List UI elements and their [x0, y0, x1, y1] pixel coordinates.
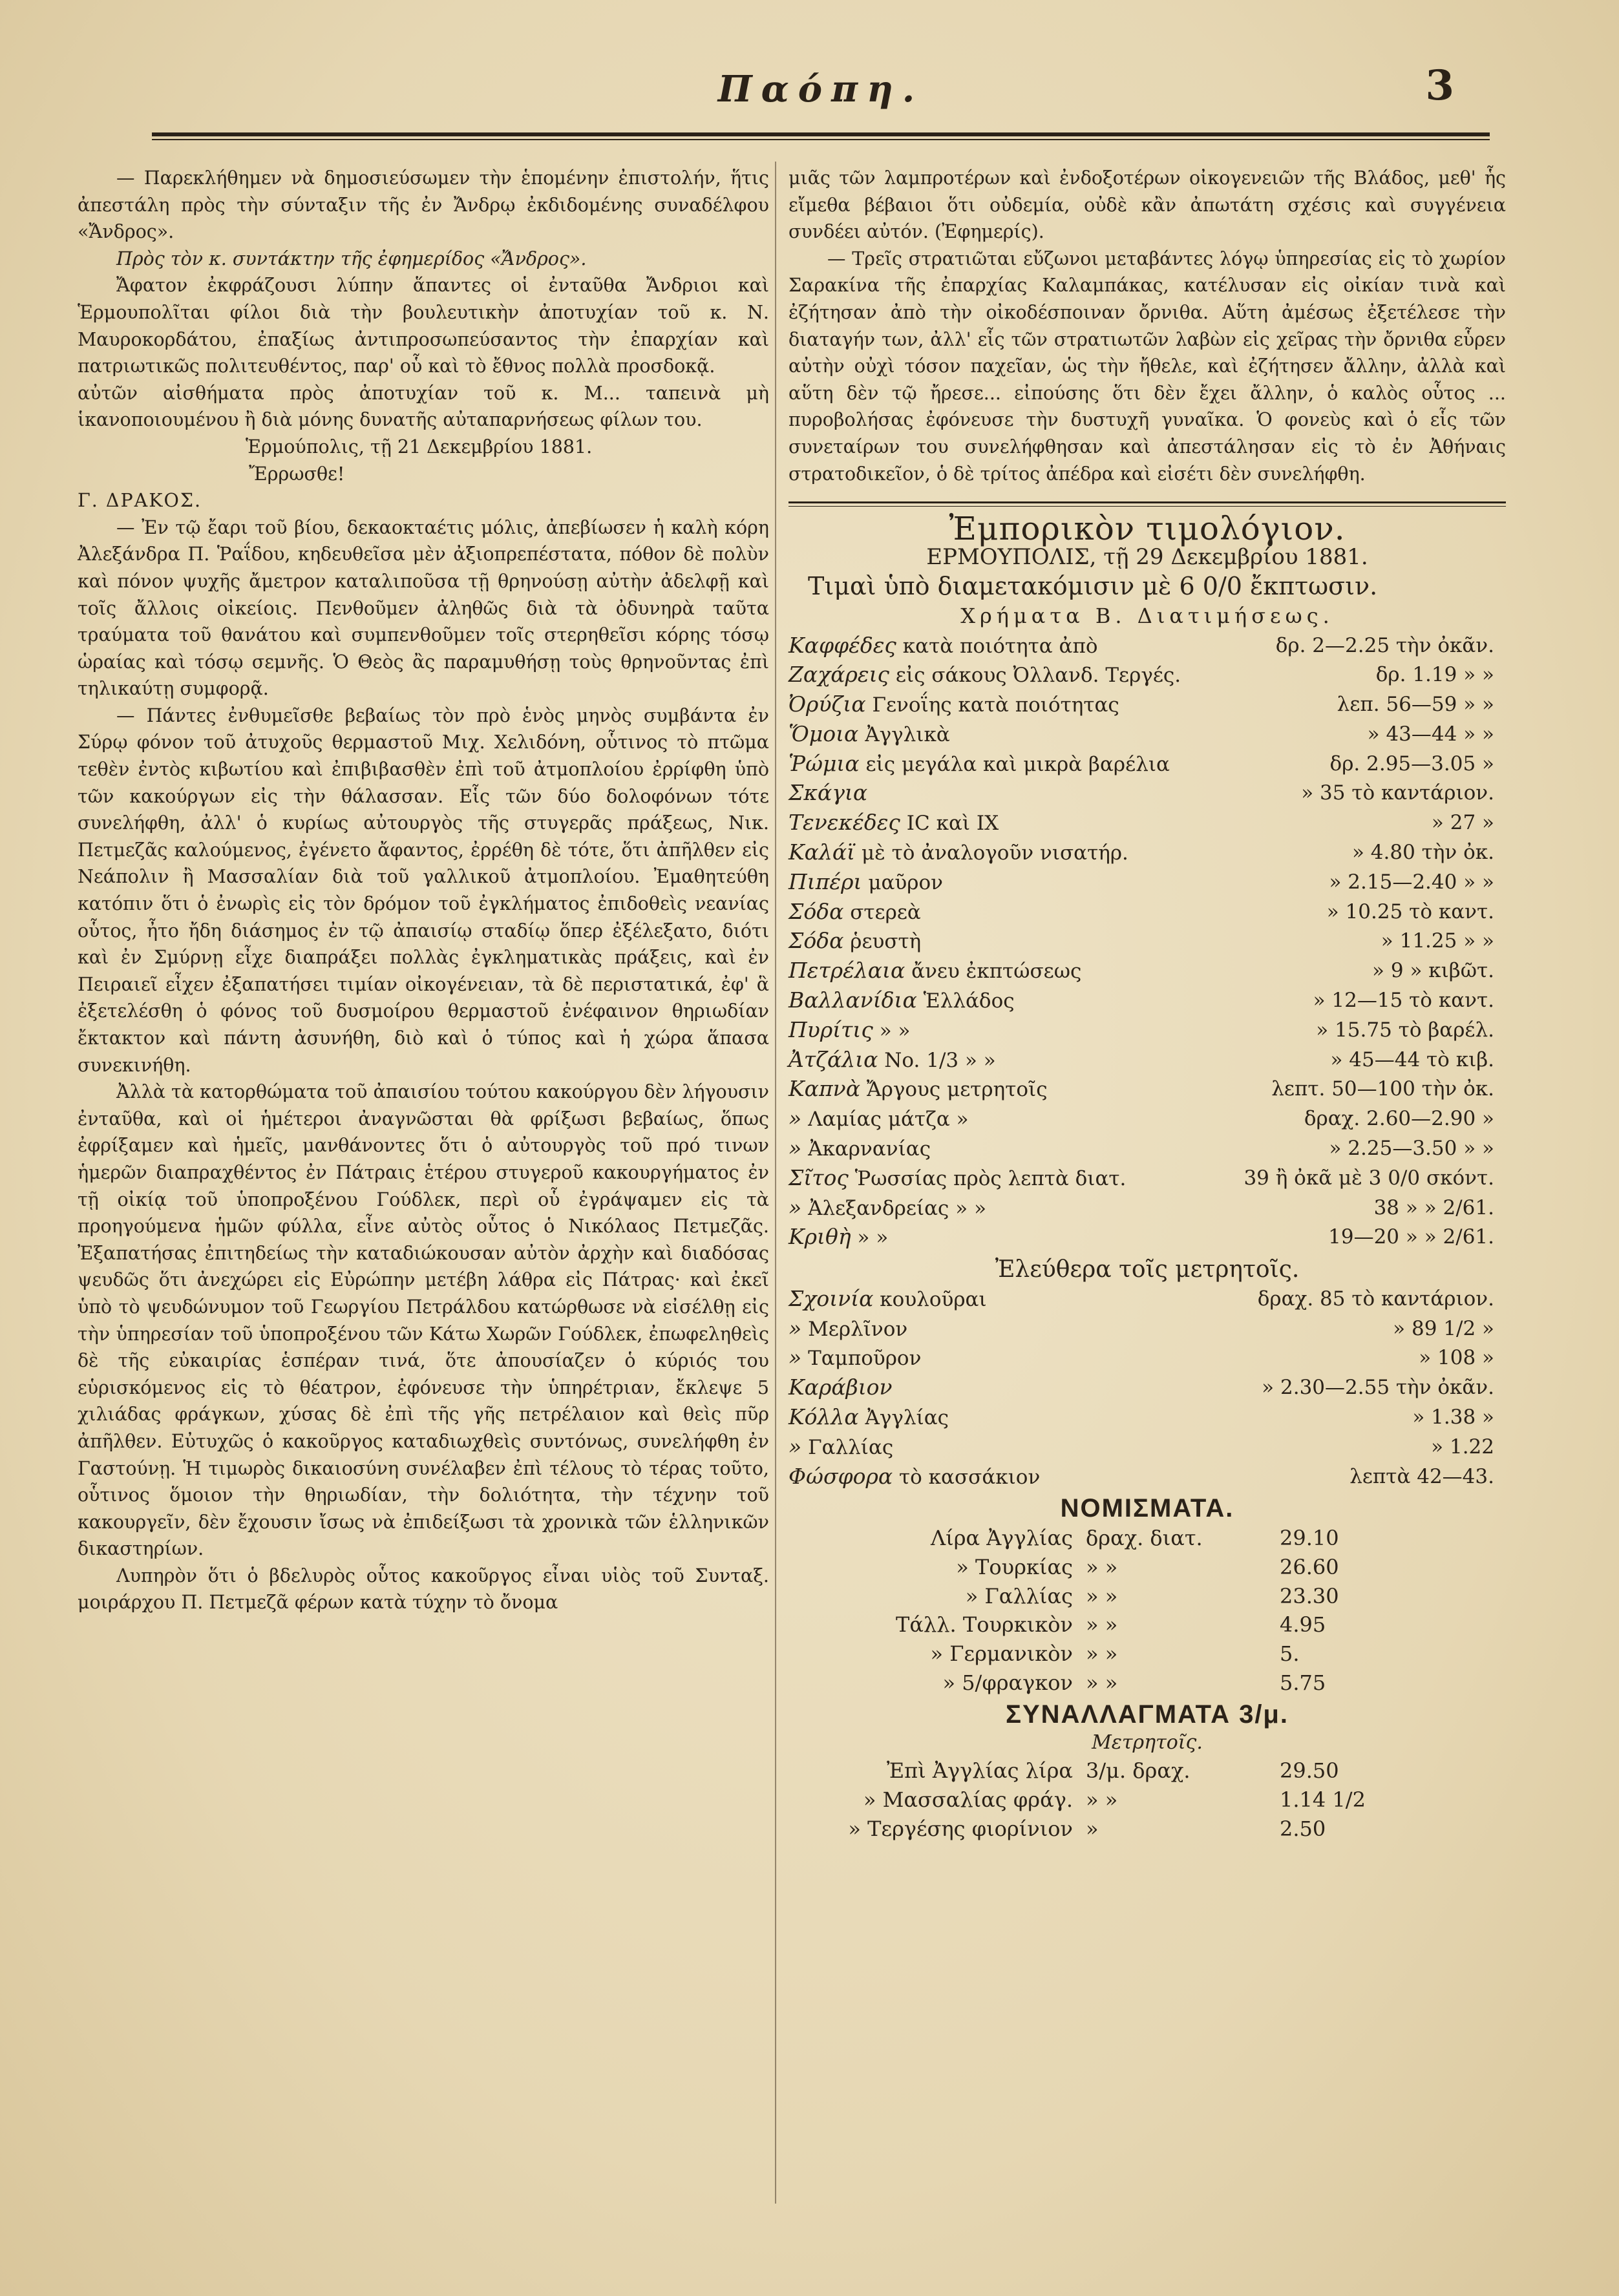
- commodity-quality: Γαλλίας: [808, 1435, 894, 1459]
- commodity-name: »: [788, 1135, 802, 1161]
- commodity-quality: Λαμίας μάτζα »: [808, 1108, 969, 1132]
- price-row: [788, 898, 1506, 927]
- continued-article: μιᾶς τῶν λαμπροτέρων καὶ ἐνδοξοτέρων οἰκογενειῶν τῆς Βλάδος, μεθ' ἧς εἴμεθα βέβαιοι ὅτι οὐδεμία, οὐδὲ κἂν ἀπωτάτη σχέσις καὶ συγγένεια συνδέει αὐτόν. (Ἐφημερίς).: [788, 167, 1506, 243]
- cash-price-list: [788, 1285, 1506, 1492]
- right-column: [788, 165, 1506, 1843]
- commodity-cell: [788, 1462, 1118, 1492]
- price-row: [788, 779, 1506, 808]
- commodity-quality: Ἀλεξανδρείας » »: [808, 1196, 987, 1220]
- price-row: [788, 1104, 1506, 1134]
- commodity-name: Κριθὴ: [788, 1224, 851, 1250]
- price-row: [788, 808, 1506, 838]
- letter-farewell: Ἔρρωσθε!: [249, 463, 345, 485]
- commodity-name: »: [788, 1433, 802, 1459]
- commodity-name: »: [788, 1345, 802, 1371]
- commodity-quality: τὸ κασσάκιον: [899, 1465, 1041, 1489]
- soldiers-article: — Τρεῖς στρατιῶται εὔζωνοι μεταβάντες λόγῳ ὑπηρεσίας εἰς τὸ χωρίον Σαρακίνα τῆς ἐπαρχίας Καλαμπάκας, κατέλυσαν εἰς οἰκίαν τινὰ καὶ ἐζήτησαν ἀπὸ τὴν οἰκοδέσποιναν ὄρνιθα. Αὕτη ἀμέσως ἐξετέλεσε τὴν διαταγήν των, ἀλλ' εἷς τῶν στρατιωτῶν λαβὼν εἰς χεῖρας τὴν ὄρνιθα εὗρεν αὐτὴν οὐχὶ τόσον παχεῖαν, ὡς τὴν ἤθελε, καὶ ἐζήτησεν ἄλλην, ἀλλὰ καὶ αὕτη δὲν τῷ ἤρεσε... εἰπούσης ὅτι δὲν ἔχει ἄλλην, ὁ καλὸς οὗτος ... πυροβολήσας ἐφόνευσε τὴν δυστυχῆ γυναῖκα. Ὁ φονεὺς καὶ ὁ εἷς τῶν συνεταίρων του συνελήφθησαν καὶ ἀπεστάλησαν εἰς τὸ ἐν Ἀθήναις στρατοδικεῖον, ὁ δὲ τρίτος ἀπέδρα καὶ εἰσέτι δὲν συνελήφθη.: [788, 248, 1506, 485]
- commodity-name: Ῥώμια: [788, 750, 860, 776]
- price-row: [788, 1223, 1506, 1252]
- coin-unit: δραχ. διατ.: [1086, 1526, 1203, 1550]
- commodity-price-list: [788, 631, 1506, 1253]
- commodity-cell: [788, 1314, 1118, 1344]
- commodity-price: » 35 τὸ καντάριον.: [1301, 781, 1494, 805]
- commodity-cell: [788, 1134, 1118, 1164]
- coin-unit: » »: [1086, 1583, 1118, 1608]
- commodity-price: » 1.38 »: [1412, 1406, 1494, 1429]
- commodity-price: λεπ. 56—59 » »: [1337, 693, 1494, 717]
- commodity-price: » 89 1/2 »: [1393, 1316, 1494, 1340]
- price-row: [788, 690, 1506, 720]
- commodity-price: » 45—44 τὸ κιβ.: [1330, 1048, 1494, 1071]
- commodity-name: »: [788, 1106, 802, 1132]
- coin-name: » 5/φραγκον: [942, 1670, 1073, 1695]
- commodity-cell: [788, 927, 1118, 956]
- commodity-cell: [788, 868, 1118, 898]
- price-list-date: ΕΡΜΟΥΠΟΛΙΣ, τῇ 29 Δεκεμβρίου 1881.: [926, 543, 1368, 570]
- price-row: [788, 1433, 1506, 1462]
- coin-row: [788, 1610, 1506, 1639]
- commodity-cell: [788, 690, 1118, 720]
- commodity-price: 19—20 » » 2/61.: [1328, 1225, 1494, 1249]
- commodity-name: »: [788, 1315, 802, 1341]
- coin-name: » Γαλλίας: [965, 1583, 1073, 1608]
- coin-name: Τάλλ. Τουρκικὸν: [896, 1612, 1073, 1638]
- commodity-quality: » »: [879, 1018, 911, 1042]
- commodity-price: » 9 » κιβῶτ.: [1372, 959, 1494, 983]
- commodity-name: Σκάγια: [788, 780, 868, 806]
- commodity-cell: [788, 956, 1118, 986]
- crime-article-part-3: Λυπηρὸν ὅτι ὁ βδελυρὸς οὗτος κακοῦργος εἶναι υἱὸς τοῦ Συνταξ. μοιράρχου Π. Πετμεζᾶ φέρων κατὰ τύχην τὸ ὄνομα: [78, 1564, 769, 1614]
- price-row: [788, 986, 1506, 1016]
- commodity-cell: [788, 631, 1118, 661]
- left-column: [78, 165, 769, 1616]
- commodity-price: δρ. 2—2.25 τὴν ὀκᾶν.: [1275, 633, 1494, 657]
- exchange-value: 29.50: [1280, 1758, 1339, 1783]
- price-row: [788, 1343, 1506, 1373]
- exchange-unit: »: [1086, 1816, 1099, 1841]
- coins-heading: ΝΟΜΙΣΜΑΤΑ.: [1060, 1494, 1234, 1523]
- column-divider: [775, 162, 776, 2204]
- commodity-cell: [788, 1403, 1118, 1433]
- commodity-name: Τενεκέδες: [788, 810, 900, 836]
- commodity-quality: Ἀγγλικὰ: [865, 722, 950, 746]
- coin-name: » Τουρκίας: [956, 1554, 1073, 1579]
- commodity-cell: [788, 1373, 1118, 1403]
- commodity-cell: [788, 779, 1118, 808]
- commodity-name: Ζαχάρεις: [788, 662, 890, 688]
- commodity-quality: No. 1/3 » »: [884, 1048, 996, 1072]
- letter-dateline: Ἑρμούπολις, τῇ 21 Δεκεμβρίου 1881.: [246, 436, 593, 458]
- exchange-unit: 3/μ. δραχ.: [1086, 1758, 1190, 1783]
- section-rule: [788, 501, 1506, 503]
- commodity-name: Καλάϊ: [788, 839, 856, 865]
- commodity-price: δραχ. 85 τὸ καντάριον.: [1257, 1287, 1494, 1311]
- coin-value: 5.: [1280, 1641, 1300, 1667]
- commodity-price: » 27 »: [1431, 811, 1494, 835]
- commodity-name: Πυρίτις: [788, 1016, 873, 1042]
- commodity-price: λεπτὰ 42—43.: [1349, 1464, 1494, 1488]
- commodity-quality: στερεὰ: [850, 900, 921, 924]
- commodity-quality: μαῦρον: [868, 870, 943, 894]
- price-row: [788, 1075, 1506, 1104]
- price-list-title: Ἐμπορικὸν τιμολόγιον.: [949, 510, 1346, 548]
- commodity-name: Φώσφορα: [788, 1463, 893, 1489]
- commodity-quality: Ἄργους μετρητοῖς: [866, 1078, 1048, 1102]
- page-number: 3: [1425, 61, 1454, 110]
- commodity-cell: [788, 808, 1118, 838]
- commodity-quality: ῥευστὴ: [850, 930, 922, 954]
- commodity-quality: » »: [857, 1226, 889, 1250]
- commodity-price: δρ. 1.19 » »: [1375, 663, 1494, 687]
- commodity-cell: [788, 1285, 1118, 1314]
- coin-row: [788, 1553, 1506, 1582]
- commodity-name: Βαλλανίδια: [788, 987, 917, 1013]
- commodity-price: » 11.25 » »: [1381, 929, 1494, 953]
- commodity-name: Καπνὰ: [788, 1076, 860, 1102]
- commodity-cell: [788, 750, 1170, 779]
- price-row: [788, 1046, 1506, 1075]
- commodity-quality: κατὰ ποιότητα ἀπὸ: [902, 634, 1098, 658]
- commodity-quality: Γενοΐης κατὰ ποιότητας: [872, 693, 1119, 717]
- coin-value: 4.95: [1280, 1612, 1326, 1638]
- price-row: [788, 956, 1506, 986]
- price-row: [788, 1016, 1506, 1046]
- crime-article-part-2: Ἀλλὰ τὰ κατορθώματα τοῦ ἀπαισίου τούτου κακούργου δὲν λήγουσιν ἐνταῦθα, καὶ οἱ ἡμέτεροι ἀναγνῶσται θὰ φρίξωσι βεβαίως, ὅπως ἐφρίξαμεν καὶ ἡμεῖς, μανθάνοντες ὅτι ὁ αὐτουργὸς τοῦ πρό τινων ἡμερῶν διαπραχθέντος ἐν Πάτραις ἑτέρου στυγεροῦ κακουργήματος ἐν τῇ οἰκίᾳ τοῦ ὑποπροξένου Γούδλεκ, περὶ οὗ ἐγράψαμεν εἰς τὰ προηγούμενα ἡμῶν φύλλα, εἶνε αὐτὸς οὗτος ὁ Νικόλαος Πετμεζᾶς. Ἐξαπατήσας ἐπιτηδείως τὴν καταδιώκουσαν αὐτὸν ἀρχὴν καὶ διαδόσας ψευδῶς ὅτι ἀνεχώρει εἰς Εὐρώπην μετέβη λάθρα εἰς Πάτρας· καὶ ἐκεῖ ὑπὸ τὸ ψευδώνυμον τοῦ Γεωργίου Πετράλδου κατώρθωσε νὰ εἰσέλθῃ εἰς τὴν ὑπηρεσίαν τοῦ ὑποπροξένου τῶν Κάτω Χωρῶν Γούδλεκ, ἐπωφεληθεὶς δὲ τῆς εὐκαιρίας ἑσπέραν τινά, ὅτε ἀπουσίαζεν ὁ κύριός του εὑρισκόμενος εἰς τὸ θέατρον, ἐφόνευσε τὴν ὑπηρέτριαν, ἔκλεψε 5 χιλιάδας φράγκων, χύσας δὲ ἐπὶ τῆς γῆς πετρέλαιον καὶ θεὶς πῦρ ἀπῆλθεν. Εὐτυχῶς ὁ κακοῦργος καταδιωχθεὶς συντόνως, συνελήφθη ἐν Γαστούνῃ. Ἡ τιμωρὸς δικαιοσύνη συνέλαβεν ἐπὶ τέλους τὸ τέρας τοῦτο, οὗτινος ὅμοιον τὴν θηριωδίαν, τὴν δολιότητα, τὴν τέχνην τοῦ κακουργεῖν, δὲν ἔχουσιν ἴσως νὰ ἐπιδείξωσι τὰ χρονικὰ τῶν ἑλληνικῶν δικαστηρίων.: [78, 1081, 769, 1560]
- coin-value: 26.60: [1280, 1554, 1339, 1579]
- commodity-name: Ὅμοια: [788, 721, 859, 746]
- coin-unit: » »: [1086, 1641, 1118, 1667]
- section-rule-thin: [788, 506, 1506, 507]
- letter-signature: Γ. ΔΡΑΚΟΣ.: [78, 490, 202, 512]
- commodity-cell: [788, 1343, 1118, 1373]
- price-row: [788, 927, 1506, 956]
- price-row: [788, 838, 1506, 868]
- commodity-name: Κόλλα: [788, 1404, 859, 1430]
- commodity-price: 38 » » 2/61.: [1373, 1195, 1494, 1219]
- commodity-name: »: [788, 1194, 802, 1220]
- price-list-note: Τιμαὶ ὑπὸ διαμετακόμισιν μὲ 6 0/0 ἔκπτωσιν.: [808, 572, 1378, 601]
- commodity-cell: [788, 898, 1118, 927]
- commodity-price: 39 ἢ ὀκᾶ μὲ 3 0/0 σκόντ.: [1243, 1166, 1494, 1190]
- commodity-price: » 43—44 » »: [1367, 722, 1494, 746]
- price-row: [788, 720, 1506, 750]
- letter-intro: — Παρεκλήθημεν νὰ δημοσιεύσωμεν τὴν ἑπομένην ἐπιστολήν, ἥτις ἀπεστάλη πρὸς τὴν σύνταξιν τῆς ἐν Ἄνδρῳ ἐκδιδομένης συναδέλφου «Ἄνδρος».: [78, 167, 769, 243]
- exchange-value: 1.14 1/2: [1280, 1787, 1366, 1812]
- commodity-quality: Ἑλλάδος: [923, 989, 1015, 1013]
- exchange-value: 2.50: [1280, 1816, 1326, 1841]
- price-row: [788, 1285, 1506, 1314]
- price-row: [788, 1134, 1506, 1164]
- coin-unit: » »: [1086, 1612, 1118, 1638]
- commodity-price: » 2.30—2.55 τὴν ὀκᾶν.: [1262, 1376, 1494, 1400]
- coin-value: 5.75: [1280, 1670, 1326, 1695]
- commodity-quality: Ἀγγλίας: [865, 1406, 949, 1430]
- exchange-row: [788, 1756, 1506, 1785]
- commodity-cell: [788, 1194, 1118, 1223]
- commodity-name: Πετρέλαια: [788, 958, 905, 984]
- commodity-quality: Ταμποῦρον: [808, 1347, 922, 1371]
- coin-row: [788, 1639, 1506, 1669]
- coins-table: [788, 1524, 1506, 1698]
- price-row: [788, 660, 1506, 690]
- price-row: [788, 1194, 1506, 1223]
- commodity-price: » 2.25—3.50 » »: [1329, 1137, 1494, 1161]
- commodity-quality: κουλοῦραι: [880, 1287, 987, 1311]
- commodity-cell: [788, 660, 1181, 690]
- commodity-name: Πιπέρι: [788, 869, 862, 894]
- commodity-quality: Ἀκαρνανίας: [808, 1137, 931, 1161]
- commodity-cell: [788, 1075, 1118, 1104]
- commodity-price: δραχ. 2.60—2.90 »: [1304, 1107, 1494, 1131]
- exchange-table: [788, 1756, 1506, 1843]
- price-row: [788, 1403, 1506, 1433]
- commodity-quality: ἄνευ ἐκπτώσεως: [911, 960, 1082, 984]
- exchange-row: [788, 1785, 1506, 1815]
- commodity-name: Καράβιον: [788, 1374, 893, 1400]
- commodity-price: » 108 »: [1419, 1346, 1494, 1370]
- commodity-price: δρ. 2.95—3.05 »: [1329, 752, 1494, 775]
- commodity-quality: εἰς σάκους Ὀλλανδ. Τεργές.: [895, 664, 1181, 688]
- price-row: [788, 1314, 1506, 1344]
- free-prices-heading: Ἐλεύθερα τοῖς μετρητοῖς.: [995, 1256, 1300, 1283]
- commodity-price: » 12—15 τὸ καντ.: [1313, 989, 1494, 1013]
- letter-address: Πρὸς τὸν κ. συντάκτην τῆς ἐφημερίδος «Ἄνδρος».: [116, 248, 587, 269]
- commodity-cell: [788, 720, 1118, 750]
- price-row: [788, 631, 1506, 661]
- commodity-cell: [788, 1104, 1118, 1134]
- commodity-cell: [788, 838, 1128, 868]
- commodity-cell: [788, 1223, 1118, 1252]
- header-rule-thin: [152, 139, 1490, 140]
- commodity-cell: [788, 1046, 1118, 1075]
- exchange-row: [788, 1815, 1506, 1844]
- commodity-price: » 2.15—2.40 » »: [1329, 870, 1494, 894]
- commodity-name: Σόδα: [788, 928, 844, 954]
- header-rule: [152, 132, 1490, 136]
- price-list-subtitle: Χρήματα Β. Διατιμήσεως.: [960, 603, 1334, 628]
- price-row: [788, 750, 1506, 779]
- commodity-quality: εἰς μεγάλα καὶ μικρὰ βαρέλια: [865, 752, 1170, 776]
- exchange-unit: » »: [1086, 1787, 1118, 1812]
- price-row: [788, 868, 1506, 898]
- coin-row: [788, 1582, 1506, 1611]
- commodity-cell: [788, 1164, 1127, 1194]
- coin-row: [788, 1524, 1506, 1553]
- coin-name: Λίρα Ἀγγλίας: [931, 1526, 1073, 1550]
- letter-body: Ἄφατον ἐκφράζουσι λύπην ἅπαντες οἱ ἐνταῦθα Ἄνδριοι καὶ Ἑρμουπολῖται φίλοι διὰ τὴν βουλευτικὴν ἀποτυχίαν τοῦ κ. Ν. Μαυροκορδάτου, ἐπαξίως ἀντιπροσωπεύσαντος τὴν ἐπαρχίαν καὶ πατριωτικῶς πολιτευθέντος, παρ' οὗ καὶ τὸ ἔθνος πολλὰ προσδοκᾷ.: [78, 275, 769, 377]
- exchange-name: » Τεργέσης φιορίνιον: [848, 1816, 1073, 1841]
- commodity-cell: [788, 986, 1118, 1016]
- page-header: [149, 61, 1493, 132]
- commodity-name: Καφφέδες: [788, 632, 896, 658]
- commodity-name: Σχοινία: [788, 1285, 874, 1311]
- commodity-price: » 1.22: [1431, 1435, 1494, 1459]
- coin-row: [788, 1669, 1506, 1698]
- newspaper-title: Παόπη.: [717, 68, 924, 111]
- coin-value: 23.30: [1280, 1583, 1339, 1608]
- commodity-name: Σόδα: [788, 898, 844, 924]
- commodity-cell: [788, 1016, 1118, 1046]
- commodity-name: Σῖτος: [788, 1164, 849, 1190]
- commodity-price: » 10.25 τὸ καντ.: [1326, 900, 1494, 923]
- commodity-quality: μὲ τὸ ἀναλογοῦν νισατήρ.: [861, 841, 1128, 865]
- commodity-quality: IC καὶ IX: [906, 812, 999, 836]
- coin-name: » Γερμανικὸν: [930, 1641, 1073, 1667]
- exchange-name: » Μασσαλίας φράγ.: [863, 1787, 1073, 1812]
- price-row: [788, 1462, 1506, 1492]
- commodity-price: λεπτ. 50—100 τὴν ὀκ.: [1271, 1077, 1494, 1101]
- commodity-quality: Μερλῖνον: [808, 1317, 908, 1341]
- exchange-heading: ΣΥΝΑΛΛΑΓΜΑΤΑ 3/μ.: [1005, 1700, 1289, 1729]
- letter-body-continued: αὐτῶν αἰσθήματα πρὸς ἀποτυχίαν τοῦ κ. Μ... ταπεινὰ μὴ ἱκανοποιουμένου ἢ διὰ μόνης δυνατῆς αὐταπαρνήσεως φίλων του.: [78, 382, 769, 431]
- commodity-name: Ἀτζάλια: [788, 1046, 878, 1072]
- commodity-price: » 15.75 τὸ βαρέλ.: [1316, 1018, 1494, 1042]
- commodity-price: » 4.80 τὴν ὀκ.: [1351, 841, 1494, 865]
- obituary-article: — Ἐν τῷ ἔαρι τοῦ βίου, δεκαοκταέτις μόλις, ἀπεβίωσεν ἡ καλὴ κόρη Ἀλεξάνδρα Π. Ῥαΐδου, κηδευθεῖσα μὲν ἀξιοπρεπέστατα, πόθον δὲ πολὺν καὶ πόνον ψυχῆς ἄμετρον καταλιποῦσα τῇ θρηνούσῃ αὐτὴν ἀδελφῇ καὶ τοῖς ἄλλοις οἰκείοις. Πενθοῦμεν ἀληθῶς διὰ τὰ ὀδυνηρὰ ταῦτα τραύματα τοῦ θανάτου καὶ συμπενθοῦμεν τοῖς στερηθεῖσι κόρης τόσῳ ὡραίας καὶ τόσῳ σεμνῆς. Ὁ Θεὸς ἂς παραμυθήσῃ τοὺς θρηνοῦντας ἐπὶ τηλικαύτῃ συμφορᾷ.: [78, 516, 769, 700]
- exchange-name: Ἐπὶ Ἀγγλίας λίρα: [886, 1758, 1073, 1783]
- price-row: [788, 1373, 1506, 1403]
- commodity-cell: [788, 1433, 1118, 1462]
- coin-unit: » »: [1086, 1554, 1118, 1579]
- crime-article: — Πάντες ἐνθυμεῖσθε βεβαίως τὸν πρὸ ἑνὸς μηνὸς συμβάντα ἐν Σύρῳ φόνον τοῦ ἀτυχοῦς θερμαστοῦ Μιχ. Χελιδόνη, οὗτινος τὸ πτῶμα τεθὲν ἐντὸς κιβωτίου καὶ ἐπιβιβασθὲν ἐπὶ τοῦ ἀτμοπλοίου ἐρρίφθη ὑπὸ τῶν κακούργων εἰς τὴν θάλασσαν. Εἷς τῶν δύο δολοφόνων τότε συνελήφθη, ἀλλ' ὁ κυρίως αὐτουργὸς τῆς στυγερᾶς πράξεως, Νικ. Πετμεζᾶς καλούμενος, ἐγένετο ἄφαντος, ἐρρέθη δὲ τότε, ὅτι ἀπῆλθεν εἰς Νεάπολιν ἢ Μασσαλίαν διὰ τοῦ γαλλικοῦ ἀτμοπλοίου. Ἐμαθητεύθη κατόπιν ὅτι ὁ ἐνωρὶς εἰς τὸν δρόμον τοῦ ἐγκλήματος ἐπιδοθεὶς νεανίας οὗτος, ἦτο ἤδη διάσημος ἐν τῷ ἀπαισίῳ σταδίῳ ὅπερ ἐξέλεξατο, διότι καὶ ἐν Σμύρνῃ εἶχε διαπράξει πολλὰς ἐγκληματικὰς πράξεις, καὶ ἐν Πειραιεῖ εἶχεν ἐξαπατήσει τιμίαν οἰκογένειαν, τὰ δὲ περιστατικά, ἐφ' ἃ ἐξετελέσθη ὁ φόνος τοῦ δυσμοίρου θερμαστοῦ ἐνέφαινον θηριωδίαν ἔκτακτον καὶ πάντη ἀσυνήθη, διὸ καὶ ὁ τύπος καὶ ἡ χώρα ἅπασα συνεκινήθη.: [78, 704, 769, 1076]
- coin-unit: » »: [1086, 1670, 1118, 1695]
- commodity-name: Ὀρύζια: [788, 691, 866, 717]
- price-row: [788, 1164, 1506, 1194]
- commodity-quality: Ῥωσσίας πρὸς λεπτὰ διατ.: [854, 1166, 1127, 1190]
- exchange-subheading: Μετρητοῖς.: [1092, 1731, 1203, 1754]
- coin-value: 29.10: [1280, 1526, 1339, 1550]
